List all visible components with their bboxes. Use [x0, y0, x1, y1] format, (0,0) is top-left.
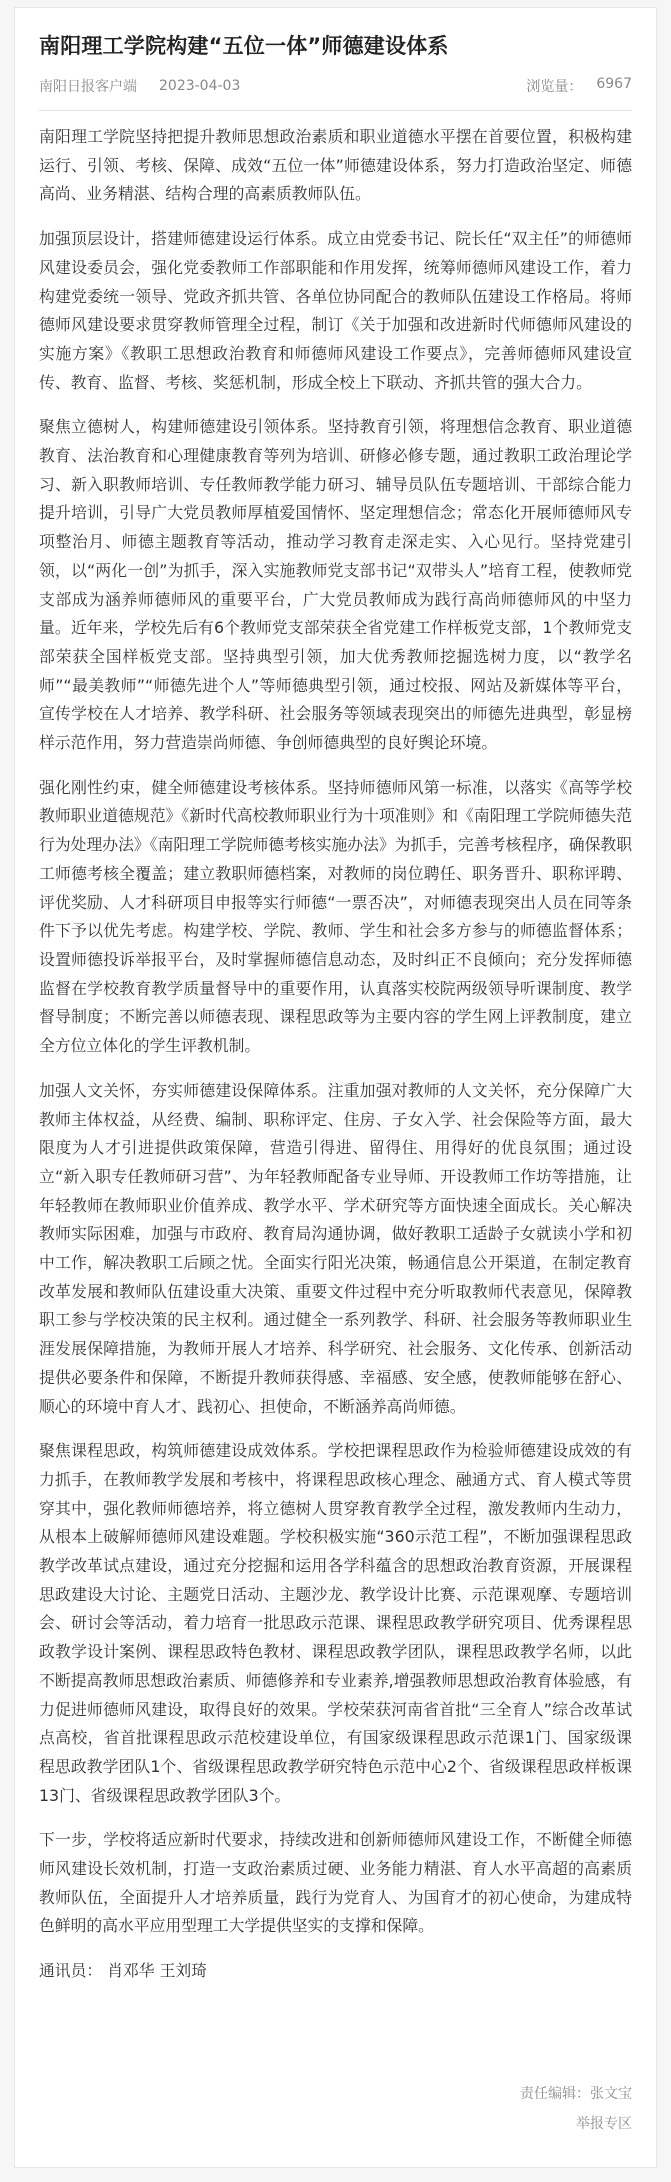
- article-paragraph: 下一步，学校将适应新时代要求，持续改进和创新师德师风建设工作，不断健全师德师风建设长效机制，打造一支政治素质过硬、业务能力精湛、育人水平高超的高素质教师队伍，全面提升人才培养质量，践行为党育人、为国育才的初心使命，为建成特色鲜明的高水平应用型理工大学提供坚实的支撑和保障。: [39, 1830, 632, 1936]
- article-title: 南阳理工学院构建“五位一体”师德建设体系: [39, 34, 449, 58]
- article-meta: [39, 76, 632, 111]
- article-body: [39, 111, 632, 1985]
- article-source: 南阳日报客户端: [39, 79, 137, 95]
- article-card: [14, 7, 657, 2168]
- view-count: [526, 76, 632, 96]
- article-date: 2023-04-03: [159, 78, 241, 94]
- article-content: [15, 8, 656, 1985]
- report-link[interactable]: 举报专区: [576, 2116, 632, 2132]
- article-paragraph: 南阳理工学院坚持把提升教师思想政治素质和职业道德水平摆在首要位置，积极构建运行、引领、考核、保障、成效“五位一体”师德建设体系，努力打造政治坚定、师德高尚、业务精湛、结构合理的高素质教师队伍。: [39, 127, 632, 204]
- article-paragraph: 聚焦课程思政，构筑师德建设成效体系。学校把课程思政作为检验师德建设成效的有力抓手，在教师教学发展和考核中，将课程思政核心理念、融通方式、育人模式等贯穿其中，强化教师师德培养，将立德树人贯穿教育教学全过程，激发教师内生动力，从根本上破解师德师风建设难题。学校积极实施“360示范工程”，不断加强课程思政教学改革试点建设，通过充分挖掘和运用各学科蕴含的思想政治教育资源，开展课程思政建设大讨论、主题党日活动、主题沙龙、教学设计比赛、示范课观摩、专题培训会、研讨会等活动，着力培育一批思政示范课、课程思政教学研究项目、优秀课程思政教学设计案例、课程思政特色教材、课程思政教学团队，课程思政教学名师，以此不断提高教师思想政治素质、师德修养和专业素养,增强教师思想政治教育体验感，有力促进师德师风建设，取得良好的效果。学校荣获河南省首批“三全育人”综合改革试点高校，省首批课程思政示范校建设单位，有国家级课程思政示范课1门、国家级课程思政教学团队1个、省级课程思政教学研究特色示范中心2个、省级课程思政样板课13门、省级课程思政教学团队3个。: [39, 1441, 632, 1805]
- view-count-value: 6967: [596, 76, 632, 92]
- view-count-label: 浏览量：: [526, 79, 583, 95]
- responsible-editor: 责任编辑：张文宝: [520, 2086, 632, 2102]
- article-footer: [520, 2079, 632, 2139]
- article-paragraph: 聚焦立德树人，构建师德建设引领体系。坚持教育引领，将理想信念教育、职业道德教育、法治教育和心理健康教育等列为培训、研修必修专题，通过教职工政治理论学习、新入职教师培训、专任教师教学能力研习、辅导员队伍专题培训、干部综合能力提升培训，引导广大党员教师厚植爱国情怀、坚定理想信念；常态化开展师德师风专项整治月、师德主题教育等活动，推动学习教育走深走实、入心见行。坚持党建引领，以“两化一创”为抓手，深入实施教师党支部书记“双带头人”培育工程，使教师党支部成为涵养师德师风的重要平台，广大党员教师成为践行高尚师德师风的中坚力量。近年来，学校先后有6个教师党支部荣获全省党建工作样板党支部，1个教师党支部荣获全国样板党支部。坚持典型引领，加大优秀教师挖掘选树力度，以“教学名师”“最美教师”“师德先进个人”等师德典型引领，通过校报、网站及新媒体等平台，宣传学校在人才培养、教学科研、社会服务等领域表现突出的师德先进典型，彰显榜样示范作用，努力营造崇尚师德、争创师德典型的良好舆论环境。: [39, 417, 632, 753]
- article-paragraph: 加强顶层设计，搭建师德建设运行体系。成立由党委书记、院长任“双主任”的师德师风建设委员会，强化党委教师工作部职能和作用发挥，统筹师德师风建设工作，着力构建党委统一领导、党政齐抓共管、各单位协同配合的教师队伍建设工作格局。将师德师风建设要求贯穿教师管理全过程，制订《关于加强和改进新时代师德师风建设的实施方案》《教职工思想政治教育和师德师风建设工作要点》，完善师德师风建设宣传、教育、监督、考核、奖惩机制，形成全校上下联动、齐抓共管的强大合力。: [39, 229, 632, 392]
- article-byline: 通讯员： 肖邓华 王刘琦: [39, 1961, 208, 1981]
- article-paragraph: 强化刚性约束，健全师德建设考核体系。坚持师德师风第一标准，以落实《高等学校教师职业道德规范》《新时代高校教师职业行为十项准则》和《南阳理工学院师德失范行为处理办法》《南阳理工学院师德考核实施办法》为抓手，完善考核程序，确保教职工师德考核全覆盖；建立教职师德档案，对教师的岗位聘任、职务晋升、职称评聘、评优奖励、人才科研项目申报等实行师德“一票否决”，对师德表现突出人员在同等条件下予以优先考虑。构建学校、学院、教师、学生和社会多方参与的师德监督体系；设置师德投诉举报平台，及时掌握师德信息动态，及时纠正不良倾向；充分发挥师德监督在学校教育教学质量督导中的重要作用，认真落实校院两级领导听课制度、教学督导制度；不断完善以师德表现、课程思政等为主要内容的学生网上评教制度，建立全方位立体化的学生评教机制。: [39, 777, 632, 1056]
- article-paragraph: 加强人文关怀，夯实师德建设保障体系。注重加强对教师的人文关怀，充分保障广大教师主体权益，从经费、编制、职称评定、住房、子女入学、社会保险等方面，最大限度为人才引进提供政策保障，营造引得进、留得住、用得好的优良氛围；通过设立“新入职专任教师研习营”、为年轻教师配备专业导师、开设教师工作坊等措施，让年轻教师在教师职业价值养成、教学水平、学术研究等方面快速全面成长。关心解决教师实际困难，加强与市政府、教育局沟通协调，做好教职工适龄子女就读小学和初中工作，解决教职工后顾之忧。全面实行阳光决策，畅通信息公开渠道，在制定教育改革发展和教师队伍建设重大决策、重要文件过程中充分听取教师代表意见，保障教职工参与学校决策的民主权利。通过健全一系列教学、科研、社会服务等教师职业生涯发展保障措施，为教师开展人才培养、科学研究、社会服务、文化传承、创新活动提供必要条件和保障，不断提升教师获得感、幸福感、安全感，使教师能够在舒心、顺心的环境中育人才、践初心、担使命，不断涵养高尚师德。: [39, 1080, 632, 1416]
